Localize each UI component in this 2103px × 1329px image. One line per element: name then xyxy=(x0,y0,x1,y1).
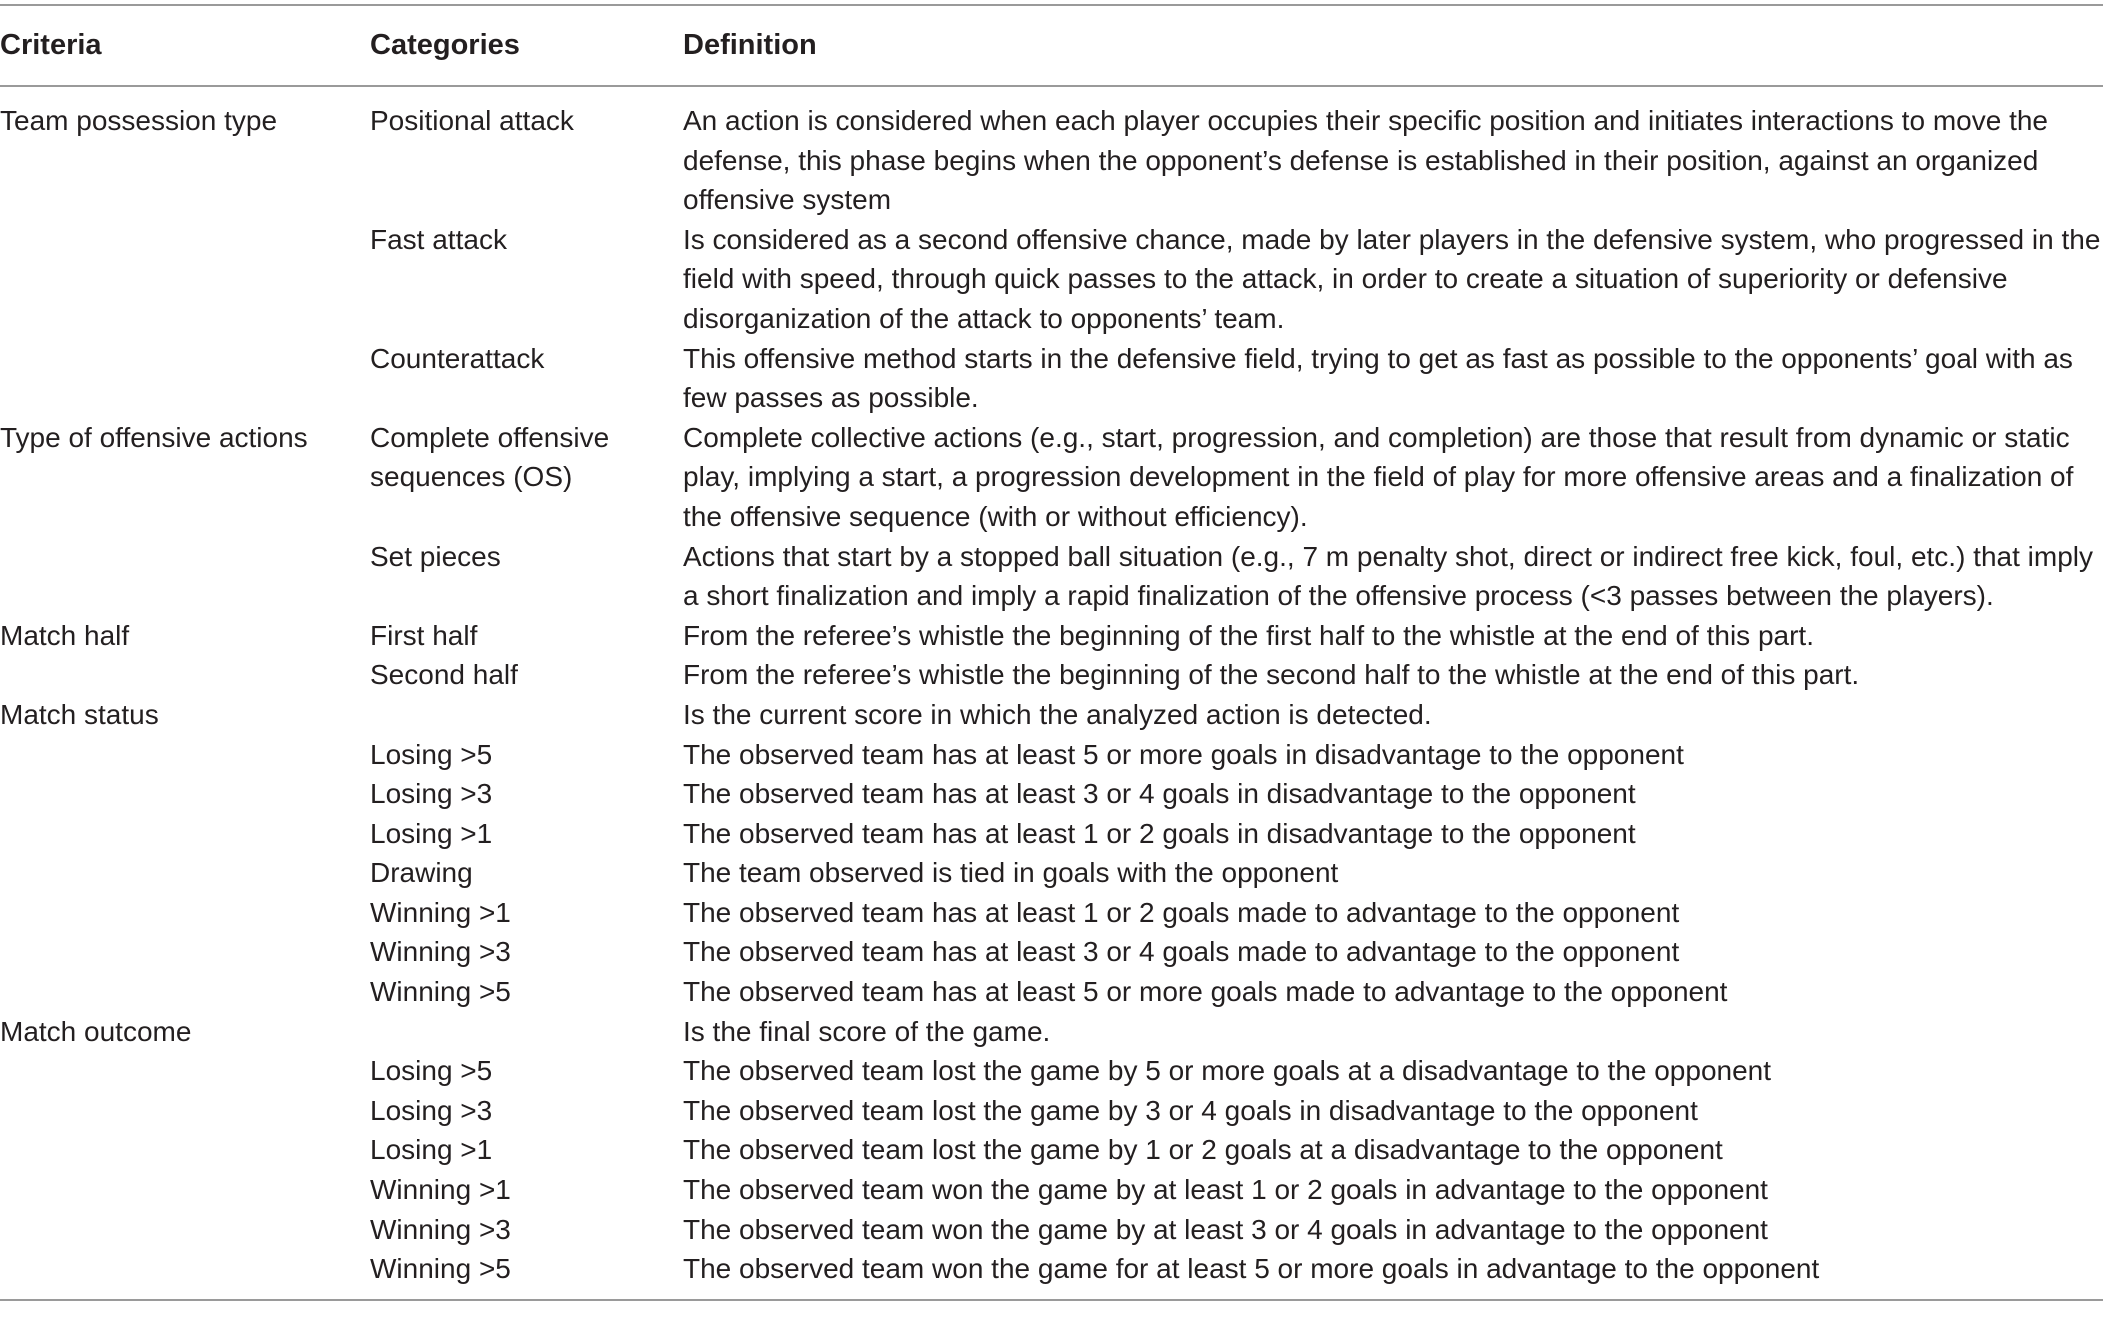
table-row xyxy=(0,695,2103,735)
table-row xyxy=(0,1091,2103,1131)
category-cell: Complete offensive sequences (OS) xyxy=(370,421,610,493)
table-row xyxy=(0,893,2103,933)
definition-cell: Is the current score in which the analyzed action is detected. xyxy=(683,698,1432,730)
category-cell: Second half xyxy=(370,659,518,691)
category-cell: Positional attack xyxy=(370,105,574,136)
table-row xyxy=(0,86,2103,220)
definition-cell: The observed team won the game for at least 5 or more goals in advantage to the opponent xyxy=(683,1253,1820,1285)
category-cell: Winning >5 xyxy=(370,1253,511,1285)
table-row xyxy=(0,814,2103,854)
table-row xyxy=(0,655,2103,695)
table-row xyxy=(0,853,2103,893)
table-row xyxy=(0,735,2103,775)
category-cell: Losing >3 xyxy=(370,1094,493,1126)
table-row xyxy=(0,537,2103,616)
category-cell: Winning >1 xyxy=(370,1174,511,1206)
definition-cell: This offensive method starts in the defensive field, trying to get as fast as possible to the opponents’ goal with as few passes as possible. xyxy=(683,342,2073,414)
criteria-cell xyxy=(0,1130,370,1170)
criteria-cell xyxy=(0,972,370,1012)
criteria-cell xyxy=(0,220,370,339)
table-row xyxy=(0,1170,2103,1210)
definition-cell: Actions that start by a stopped ball situation (e.g., 7 m penalty shot, direct or indirect free kick, foul, etc.) that imply a short finalization and imply a rapid finalization of the offensive process (<3 passes between the players). xyxy=(683,540,2093,612)
definition-cell: The observed team lost the game by 1 or 2 goals at a disadvantage to the opponent xyxy=(683,1134,1723,1166)
definition-cell: Is considered as a second offensive chance, made by later players in the defensive system, who progressed in the field with speed, through quick passes to the attack, in order to create a situation of superiority or defensive disorganization of the attack to opponents’ team. xyxy=(683,223,2101,334)
bottom-rule xyxy=(0,1299,2103,1301)
criteria-cell xyxy=(0,655,370,695)
definition-cell: Is the final score of the game. xyxy=(683,1015,1051,1047)
criteria-cell: Match half xyxy=(0,619,130,651)
category-cell: First half xyxy=(370,619,478,651)
table-row xyxy=(0,1210,2103,1250)
criteria-cell xyxy=(0,1210,370,1250)
category-cell: Winning >3 xyxy=(370,1213,511,1245)
category-cell: Set pieces xyxy=(370,540,501,572)
criteria-cell: Team possession type xyxy=(0,105,278,136)
category-cell: Winning >3 xyxy=(370,936,511,968)
definition-cell: The observed team has at least 3 or 4 goals made to advantage to the opponent xyxy=(683,936,1680,968)
criteria-table xyxy=(0,6,2103,1299)
table-row xyxy=(0,1249,2103,1299)
category-cell: Counterattack xyxy=(370,342,545,374)
definition-cell: The observed team lost the game by 5 or more goals at a disadvantage to the opponent xyxy=(683,1055,1772,1087)
definition-cell: The observed team has at least 1 or 2 goals made to advantage to the opponent xyxy=(683,896,1680,928)
category-cell: Winning >1 xyxy=(370,896,511,928)
header-row xyxy=(0,6,2103,86)
header-definition: Definition xyxy=(683,6,2103,86)
criteria-cell: Match status xyxy=(0,698,159,730)
table-row xyxy=(0,972,2103,1012)
category-cell: Losing >1 xyxy=(370,817,493,849)
definition-cell: An action is considered when each player occupies their specific position and initiates interactions to move the defense, this phase begins when the opponent’s defense is established in their position, against an organized offensive system xyxy=(683,105,2048,216)
table-row xyxy=(0,1130,2103,1170)
criteria-cell xyxy=(0,537,370,616)
definition-cell: The observed team has at least 5 or more goals made to advantage to the opponent xyxy=(683,976,1728,1008)
criteria-cell xyxy=(0,893,370,933)
criteria-cell xyxy=(0,814,370,854)
table-row xyxy=(0,774,2103,814)
category-cell: Fast attack xyxy=(370,223,507,255)
table-row xyxy=(0,220,2103,339)
table-body xyxy=(0,86,2103,1299)
table-row xyxy=(0,616,2103,656)
definition-cell: The observed team has at least 1 or 2 goals in disadvantage to the opponent xyxy=(683,817,1636,849)
category-cell: Drawing xyxy=(370,857,473,889)
category-cell: Losing >5 xyxy=(370,738,493,770)
category-cell: Losing >5 xyxy=(370,1055,493,1087)
definition-cell: The observed team won the game by at least 1 or 2 goals in advantage to the opponent xyxy=(683,1174,1768,1206)
table-row xyxy=(0,418,2103,537)
definition-cell: Complete collective actions (e.g., start, progression, and completion) are those that result from dynamic or static play, implying a start, a progression development in the field of play for more offensive areas and a finalization of the offensive sequence (with or without efficiency). xyxy=(683,421,2074,532)
criteria-cell xyxy=(0,932,370,972)
table-row xyxy=(0,1051,2103,1091)
category-cell: Losing >3 xyxy=(370,778,493,810)
criteria-cell: Type of offensive actions xyxy=(0,421,308,453)
criteria-cell xyxy=(0,339,370,418)
definition-cell: The observed team won the game by at least 3 or 4 goals in advantage to the opponent xyxy=(683,1213,1768,1245)
criteria-cell: Match outcome xyxy=(0,1015,192,1047)
definition-cell: The observed team lost the game by 3 or 4 goals in disadvantage to the opponent xyxy=(683,1094,1698,1126)
definition-cell: The team observed is tied in goals with the opponent xyxy=(683,857,1339,889)
criteria-cell xyxy=(0,774,370,814)
category-cell xyxy=(370,695,683,735)
criteria-cell xyxy=(0,735,370,775)
header-criteria: Criteria xyxy=(0,6,370,86)
category-cell: Losing >1 xyxy=(370,1134,493,1166)
criteria-cell xyxy=(0,1091,370,1131)
criteria-table-container xyxy=(0,4,2103,1301)
table-row xyxy=(0,932,2103,972)
definition-cell: The observed team has at least 3 or 4 goals in disadvantage to the opponent xyxy=(683,778,1636,810)
criteria-cell xyxy=(0,1249,370,1299)
criteria-cell xyxy=(0,853,370,893)
category-cell: Winning >5 xyxy=(370,976,511,1008)
category-cell xyxy=(370,1012,683,1052)
definition-cell: From the referee’s whistle the beginning of the first half to the whistle at the end of this part. xyxy=(683,619,1814,651)
table-row xyxy=(0,339,2103,418)
definition-cell: The observed team has at least 5 or more goals in disadvantage to the opponent xyxy=(683,738,1684,770)
criteria-cell xyxy=(0,1051,370,1091)
definition-cell: From the referee’s whistle the beginning of the second half to the whistle at the end of this part. xyxy=(683,659,1860,691)
table-row xyxy=(0,1012,2103,1052)
criteria-cell xyxy=(0,1170,370,1210)
header-categories: Categories xyxy=(370,6,683,86)
